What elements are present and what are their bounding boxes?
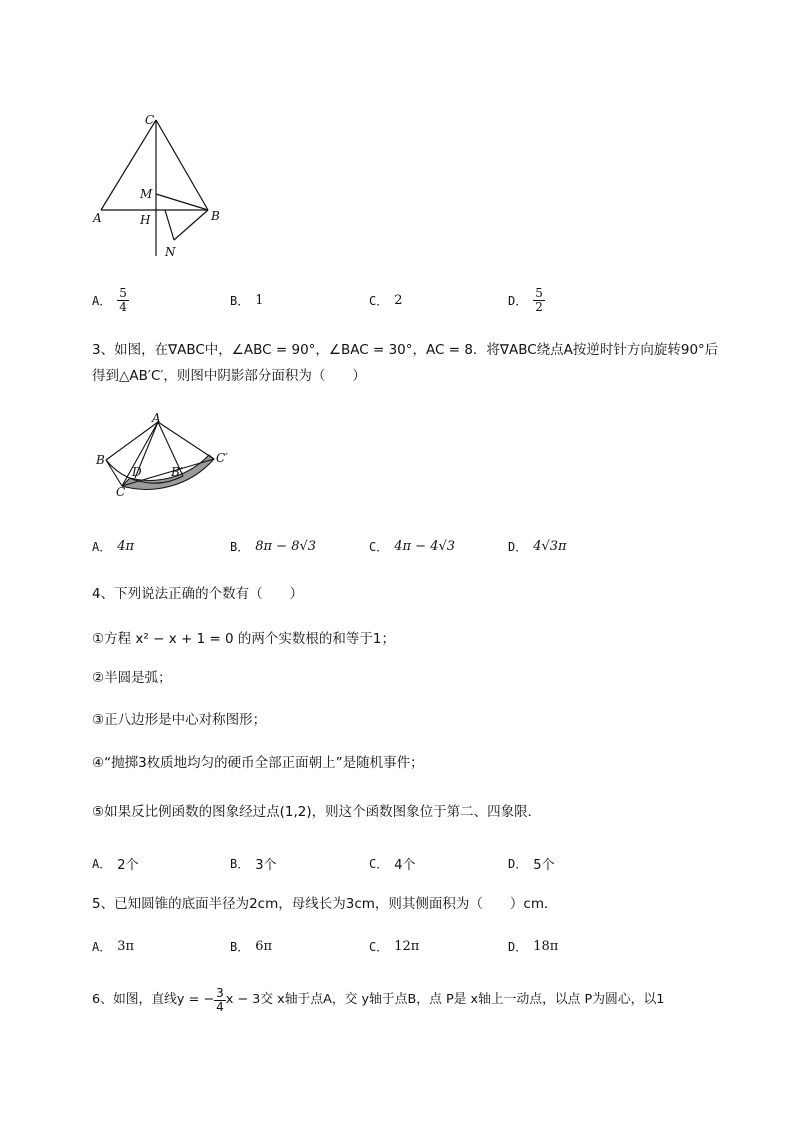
label-c: C — [145, 113, 155, 127]
q5-option-b[interactable]: B． 6π — [230, 938, 273, 954]
q4-item-2: ②半圆是弧； — [92, 670, 172, 686]
label-b-prime: B′ — [171, 465, 183, 479]
label-c-prime: C′ — [216, 451, 228, 465]
figure-triangle-abc-mhn — [88, 108, 228, 268]
q4-option-d[interactable]: D． 5个 — [508, 856, 555, 873]
label-m: M — [140, 187, 153, 201]
label-a: A — [152, 412, 161, 425]
q2-option-d[interactable]: D． $\frac{5}{2}$ — [508, 285, 543, 314]
q5-option-c[interactable]: C． 12π — [369, 938, 420, 954]
q3-option-a[interactable]: A． 4π — [92, 538, 135, 554]
q2-option-a[interactable]: A． $\frac{5}{4}$ — [92, 285, 127, 314]
q3-option-d[interactable]: D． 4√3π — [508, 538, 567, 554]
q4-option-a[interactable]: A． 2个 — [92, 856, 139, 873]
q4-option-c[interactable]: C． 4个 — [369, 856, 416, 873]
segment-nh — [165, 210, 174, 240]
q2-options — [92, 283, 732, 317]
q4-item-3: ③正八边形是中心对称图形； — [92, 712, 267, 728]
q5-options — [92, 929, 732, 963]
q3-stem-line2: 得到△AB′C′，则图中阴影部分面积为（ ） — [92, 368, 366, 384]
q4-item-1: ①方程 x² − x + 1 = 0 的两个实数根的和等于1； — [92, 631, 396, 647]
q2-option-c[interactable]: C． 2 — [369, 292, 403, 308]
label-b: B — [211, 209, 220, 223]
q5-option-a[interactable]: A． 3π — [92, 938, 135, 954]
q5-option-d[interactable]: D． 18π — [508, 938, 559, 954]
label-h: H — [140, 213, 151, 227]
label-d: D — [132, 465, 142, 479]
q5-stem: 5、已知圆锥的底面半径为2cm，母线长为3cm，则其侧面积为（ ）cm． — [92, 896, 558, 912]
q2-option-b[interactable]: B． 1 — [230, 292, 264, 308]
fraction: $\frac{3}{4}$ — [216, 985, 224, 1014]
q4-item-4: ④“抛掷3枚质地均匀的硬币全部正面朝上”是随机事件； — [92, 755, 424, 771]
label-a: A — [93, 211, 102, 225]
q3-options — [92, 529, 732, 563]
q4-stem: 4、下列说法正确的个数有（ ） — [92, 586, 304, 602]
figure-rotation-sector — [92, 412, 242, 502]
q4-options — [92, 846, 732, 880]
label-b: B — [96, 453, 105, 467]
q6-stem: 6、如图，直线y = − $\frac{3}{4}$ x − 3交 x轴于点A，交 y轴于点B，点 P是 x轴上一动点，以点 P为圆心，以1 — [92, 985, 665, 1014]
q3-option-c[interactable]: C． 4π − 4√3 — [369, 538, 456, 554]
q4-option-b[interactable]: B． 3个 — [230, 856, 277, 873]
fraction: $\frac{5}{2}$ — [535, 285, 543, 314]
label-c: C — [116, 485, 126, 499]
q3-option-b[interactable]: B． 8π − 8√3 — [230, 538, 317, 554]
q4-item-5: ⑤如果反比例函数的图象经过点(1,2)，则这个函数图象位于第二、四象限． — [92, 804, 542, 820]
label-n: N — [165, 245, 176, 259]
q3-stem-line1: 3、如图，在∇ABC中，∠ABC = 90°，∠BAC = 30°，AC = 8．将∇ABC绕点A按逆时针方向旋转90°后 — [92, 342, 719, 358]
fraction: $\frac{5}{4}$ — [119, 285, 127, 314]
segment-bn — [174, 210, 208, 240]
